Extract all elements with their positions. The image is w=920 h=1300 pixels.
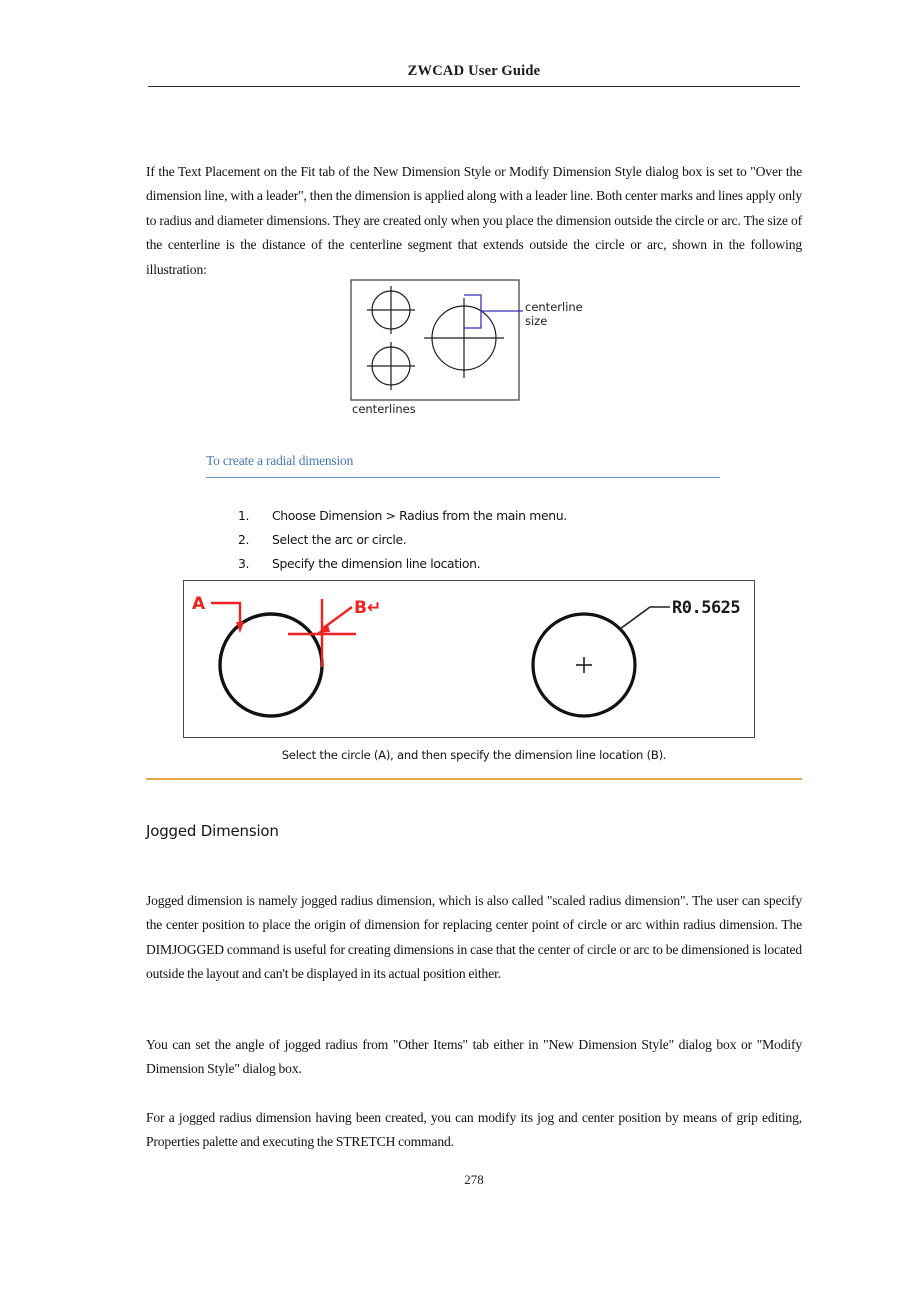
step-number: 3.: [238, 556, 250, 571]
subheading-create-radial-dimension: [206, 453, 720, 478]
centerline-size-label-line1: centerline: [525, 300, 583, 314]
paragraph-jogged-2: You can set the angle of jogged radius from "Other Items" tab either in "New Dimension Style" dialog box or "Modify Dimension Style" dialog box.: [146, 1036, 802, 1077]
section-heading-jogged-dimension: Jogged Dimension: [146, 822, 279, 840]
centerline-figure: [348, 278, 598, 424]
radial-dimension-figure: [183, 580, 755, 738]
marker-b-label: B↵: [354, 598, 382, 618]
radial-figure-caption: Select the circle (A), and then specify the dimension line location (B).: [281, 748, 667, 762]
selected-circle: [220, 614, 322, 716]
section-divider: [146, 778, 802, 780]
marker-a-label: A: [192, 594, 206, 614]
list-item: [238, 504, 658, 528]
steps-list: [238, 504, 658, 576]
paragraph-jogged-3: For a jogged radius dimension having been created, you can modify its jog and center position by means of grip editing, Properties palette and executing the STRETCH command.: [146, 1109, 802, 1150]
page-number: 278: [464, 1172, 484, 1187]
step-text: Choose Dimension > Radius from the main menu.: [272, 508, 567, 523]
radius-dimension-text: R0.5625: [672, 598, 741, 618]
radial-dimension-diagram: [184, 581, 752, 735]
radius-leader-line: [620, 607, 650, 629]
marker-b-arrowhead: [317, 625, 330, 633]
step-number: 1.: [238, 508, 250, 523]
centerline-size-label-line2: size: [525, 314, 548, 328]
step-text: Select the arc or circle.: [272, 532, 407, 547]
centerline-size-label: [525, 300, 583, 328]
step-text: Specify the dimension line location.: [272, 556, 481, 571]
subheading-text: To create a radial dimension: [206, 453, 354, 468]
list-item: [238, 528, 658, 552]
marker-a-leader: [211, 603, 240, 625]
centerline-figure-caption: centerlines: [352, 402, 416, 416]
header-divider: [148, 86, 800, 87]
header-title: ZWCAD User Guide: [407, 63, 541, 79]
document-header: [148, 62, 800, 80]
list-item: [238, 552, 658, 576]
step-number: 2.: [238, 532, 250, 547]
paragraph-intro: If the Text Placement on the Fit tab of the New Dimension Style or Modify Dimension Style dialog box is set to "Over the dimension line, with a leader", then the dimension is applied along with a leader line. Both center marks and lines apply only to radius and diameter dimensions. They are created only when you place the dimension outside the circle or arc. The size of the centerline is the distance of the centerline segment that extends outside the circle or arc, shown in the following illustration:: [146, 163, 802, 277]
paragraph-jogged-1: Jogged dimension is namely jogged radius dimension, which is also called "scaled radius dimension". The user can specify the center position to place the origin of dimension for replacing center point of circle or arc within radius dimension. The DIMJOGGED command is useful for creating dimensions in case that the center of circle or arc to be dimensioned is located outside the layout and can't be displayed in its actual position either.: [146, 892, 802, 982]
subheading-divider: [206, 477, 720, 478]
marker-b-leader: [322, 607, 352, 629]
